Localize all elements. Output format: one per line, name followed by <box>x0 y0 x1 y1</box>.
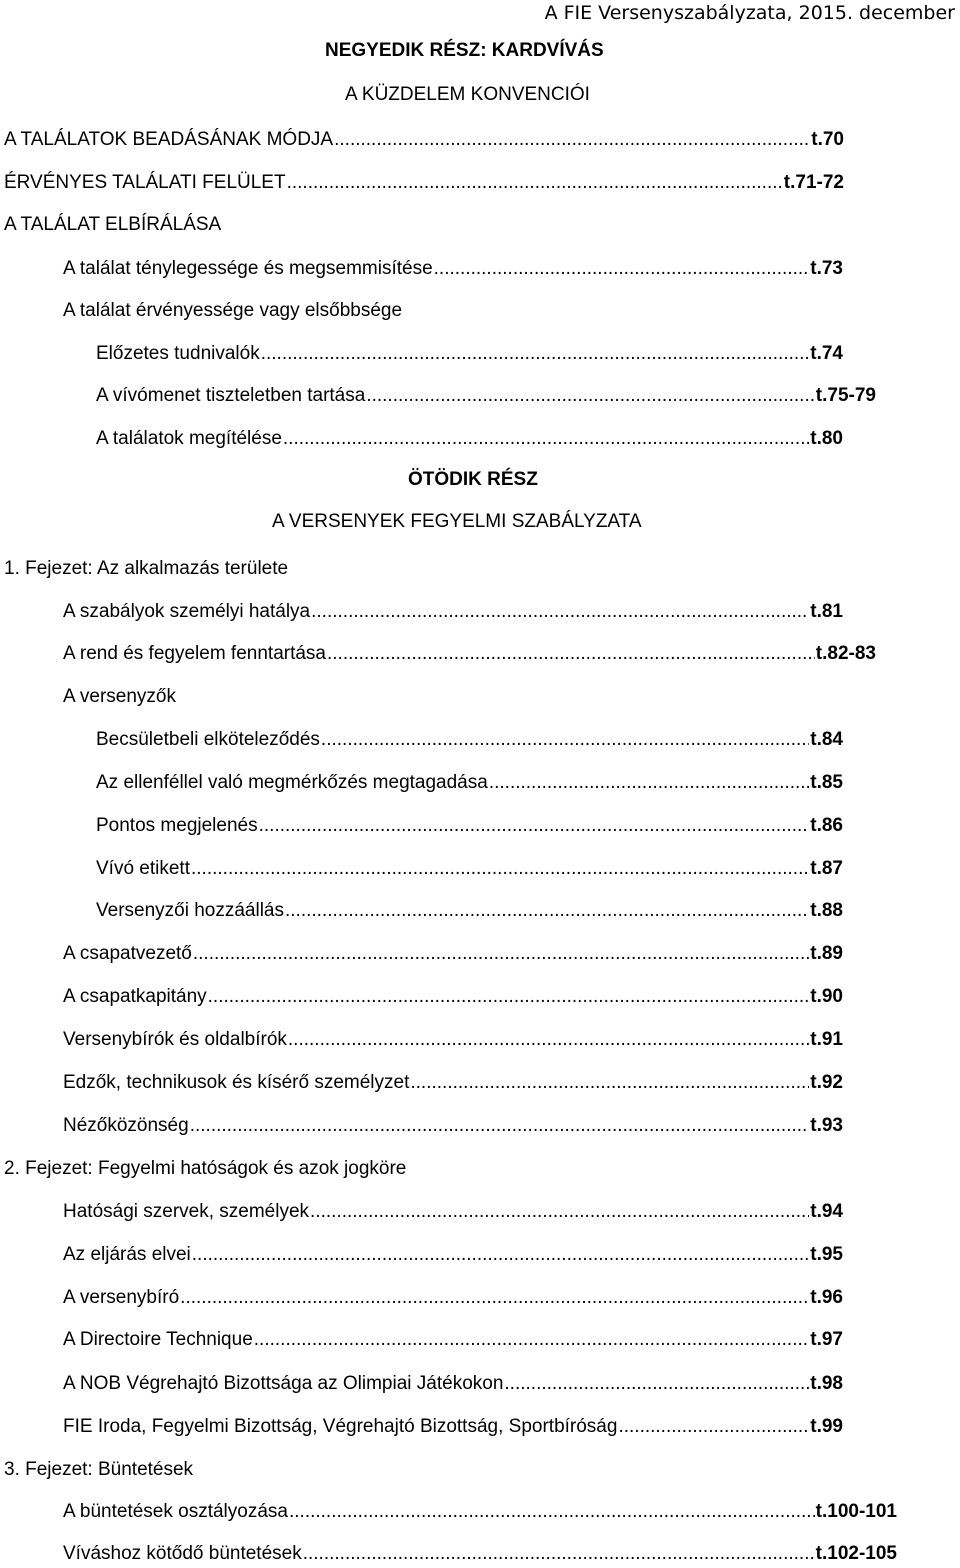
subsection-heading: A találat érvényessége vagy elsőbbsége <box>63 300 403 321</box>
toc-entry[interactable] <box>63 983 843 1011</box>
toc-entry[interactable] <box>63 640 876 668</box>
toc-entry-label: A rend és fegyelem fenntartása <box>63 643 326 664</box>
toc-entry-label: A versenybíró <box>63 1287 180 1308</box>
toc-entry[interactable] <box>96 726 843 754</box>
toc-entry-page: t.85 <box>810 772 843 793</box>
leader-dots <box>310 1198 809 1226</box>
leader-dots <box>287 169 783 197</box>
leader-dots <box>434 255 810 283</box>
leader-dots <box>208 983 810 1011</box>
document-header: A FIE Versenyszabályzata, 2015. december <box>544 2 955 24</box>
toc-entry-page: t.82-83 <box>815 643 876 664</box>
toc-entry-label: Becsületbeli elköteleződés <box>96 729 320 750</box>
toc-entry[interactable] <box>63 1413 843 1441</box>
toc-entry-label: ÉRVÉNYES TALÁLATI FELÜLET <box>4 172 286 193</box>
toc-entry-page: t.89 <box>810 943 843 964</box>
toc-entry-page: t.73 <box>810 258 843 279</box>
toc-entry[interactable] <box>63 1026 843 1054</box>
section-heading: A TALÁLAT ELBÍRÁLÁSA <box>4 214 222 235</box>
toc-entry[interactable] <box>63 940 843 968</box>
leader-dots <box>261 340 810 368</box>
toc-entry-label: A Directoire Technique <box>63 1329 253 1350</box>
toc-entry-label: Pontos megjelenés <box>96 815 258 836</box>
part5-subtitle: A VERSENYEK FEGYELMI SZABÁLYZATA <box>272 511 642 532</box>
toc-entry[interactable] <box>96 425 843 453</box>
toc-entry-label: A csapatkapitány <box>63 986 207 1007</box>
toc-entry-label: A találat ténylegessége és megsemmisítése <box>63 258 433 279</box>
toc-entry-label: Az eljárás elvei <box>63 1244 191 1265</box>
toc-entry[interactable] <box>96 340 843 368</box>
toc-entry-page: t.98 <box>810 1373 843 1394</box>
toc-entry-page: t.87 <box>810 858 843 879</box>
toc-entry-page: t.84 <box>810 729 843 750</box>
toc-entry[interactable] <box>96 855 843 883</box>
leader-dots <box>327 640 815 668</box>
toc-entry-page: t.80 <box>810 428 843 449</box>
leader-dots <box>321 726 809 754</box>
toc-entry-label: Vívó etikett <box>96 858 190 879</box>
toc-entry-page: t.99 <box>810 1416 843 1437</box>
toc-entry-page: t.94 <box>810 1201 843 1222</box>
toc-entry-page: t.95 <box>810 1244 843 1265</box>
chapter-heading: 1. Fejezet: Az alkalmazás területe <box>4 558 289 579</box>
toc-entry-label: A TALÁLATOK BEADÁSÁNAK MÓDJA <box>4 129 334 150</box>
leader-dots <box>259 812 810 840</box>
leader-dots <box>192 1241 809 1269</box>
leader-dots <box>303 1540 815 1568</box>
toc-entry-label: A szabályok személyi hatálya <box>63 601 311 622</box>
toc-entry[interactable] <box>63 1241 843 1269</box>
toc-entry[interactable] <box>63 1112 843 1140</box>
toc-entry-label: A csapatvezető <box>63 943 192 964</box>
toc-entry-page: t.100-101 <box>815 1501 897 1522</box>
toc-entry-page: t.88 <box>810 900 843 921</box>
toc-entry[interactable] <box>63 598 843 626</box>
toc-entry-label: A vívómenet tiszteletben tartása <box>96 385 366 406</box>
toc-entry-label: Az ellenféllel való megmérkőzés megtagadása <box>96 772 488 793</box>
toc-entry-label: Víváshoz kötődő büntetések <box>63 1543 302 1564</box>
toc-entry[interactable] <box>63 1498 897 1526</box>
leader-dots <box>190 1112 810 1140</box>
toc-entry-page: t.81 <box>810 601 843 622</box>
toc-entry[interactable] <box>63 1540 897 1568</box>
toc-entry-page: t.102-105 <box>815 1543 897 1564</box>
toc-entry[interactable] <box>96 769 843 797</box>
part4-title: NEGYEDIK RÉSZ: KARDVÍVÁS <box>325 40 604 61</box>
toc-entry[interactable] <box>63 1069 843 1097</box>
toc-entry-label: Edzők, technikusok és kísérő személyzet <box>63 1072 410 1093</box>
toc-entry-page: t.70 <box>811 129 844 150</box>
toc-entry-page: t.96 <box>810 1287 843 1308</box>
toc-entry-page: t.93 <box>810 1115 843 1136</box>
toc-entry[interactable] <box>96 897 843 925</box>
leader-dots <box>191 855 809 883</box>
toc-entry-page: t.75-79 <box>815 385 876 406</box>
toc-entry-page: t.97 <box>810 1329 843 1350</box>
leader-dots <box>410 1069 809 1097</box>
part4-subtitle: A KÜZDELEM KONVENCIÓI <box>345 84 590 105</box>
toc-entry-label: Versenyzői hozzáállás <box>96 900 284 921</box>
toc-entry[interactable] <box>4 126 844 154</box>
leader-dots <box>180 1284 809 1312</box>
chapter-heading: 3. Fejezet: Büntetések <box>4 1459 194 1480</box>
toc-entry[interactable] <box>96 812 843 840</box>
toc-entry-page: t.86 <box>810 815 843 836</box>
toc-entry-page: t.71-72 <box>783 172 844 193</box>
toc-entry-page: t.90 <box>810 986 843 1007</box>
toc-entry[interactable] <box>63 1284 843 1312</box>
toc-entry-page: t.74 <box>810 343 843 364</box>
toc-entry[interactable] <box>4 169 844 197</box>
leader-dots <box>193 940 809 968</box>
leader-dots <box>311 598 809 626</box>
leader-dots <box>254 1326 809 1354</box>
toc-entry-label: Hatósági szervek, személyek <box>63 1201 310 1222</box>
toc-entry[interactable] <box>96 382 876 410</box>
toc-entry-label: Előzetes tudnivalók <box>96 343 260 364</box>
part5-title: ÖTÖDIK RÉSZ <box>408 469 538 490</box>
toc-entry-label: Nézőközönség <box>63 1115 189 1136</box>
toc-entry[interactable] <box>63 1326 843 1354</box>
toc-entry[interactable] <box>63 1370 843 1398</box>
leader-dots <box>366 382 814 410</box>
subsection-heading: A versenyzők <box>63 686 176 707</box>
toc-entry-label: A büntetések osztályozása <box>63 1501 288 1522</box>
toc-entry-page: t.91 <box>810 1029 843 1050</box>
toc-entry-label: Versenybírók és oldalbírók <box>63 1029 287 1050</box>
chapter-heading: 2. Fejezet: Fegyelmi hatóságok és azok jogköre <box>4 1158 407 1179</box>
leader-dots <box>283 425 809 453</box>
toc-entry-page: t.92 <box>810 1072 843 1093</box>
leader-dots <box>285 897 809 925</box>
leader-dots <box>489 769 809 797</box>
leader-dots <box>334 126 810 154</box>
leader-dots <box>289 1498 815 1526</box>
toc-entry-label: FIE Iroda, Fegyelmi Bizottság, Végrehajtó Bizottság, Sportbíróság <box>63 1416 618 1437</box>
toc-entry-label: A NOB Végrehajtó Bizottsága az Olimpiai Játékokon <box>63 1373 504 1394</box>
toc-entry[interactable] <box>63 1198 843 1226</box>
toc-entry[interactable] <box>63 255 843 283</box>
leader-dots <box>618 1413 809 1441</box>
leader-dots <box>504 1370 809 1398</box>
toc-entry-label: A találatok megítélése <box>96 428 282 449</box>
leader-dots <box>288 1026 809 1054</box>
